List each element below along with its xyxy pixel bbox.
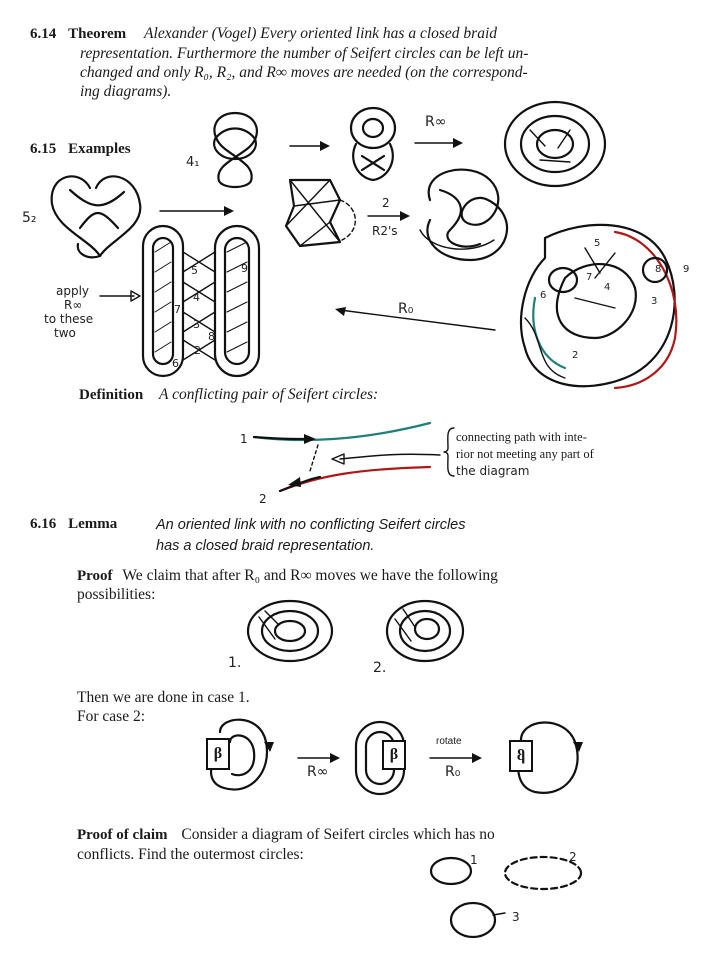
crossing-number: 5 — [191, 264, 198, 277]
definition-note — [456, 429, 594, 480]
braid-box — [509, 740, 533, 772]
lemma-statement-line: An oriented link with no conflicting Seifert circles — [156, 517, 466, 533]
crossing-number: 6 — [540, 290, 547, 301]
braid-symbol: β — [389, 746, 399, 763]
section-heading: Theorem — [68, 26, 127, 42]
circle-label: 3 — [512, 910, 520, 924]
circle-label: 2 — [569, 850, 577, 864]
case-label: 1. — [228, 655, 242, 671]
knot-52-diagram — [40, 168, 150, 263]
crossing-number: 6 — [172, 357, 179, 370]
arrow-right-icon — [415, 137, 463, 149]
crossing-number: 2 — [572, 350, 579, 361]
claim-text-cont: conflicts. Find the outermost circles: — [77, 846, 304, 863]
case1-conclusion: Then we are done in case 1. — [77, 689, 250, 706]
section-heading: Examples — [68, 141, 131, 157]
crossing-number: 5 — [594, 238, 601, 249]
crossing-number: 4 — [604, 282, 611, 293]
crossing-number: 9 — [683, 264, 690, 275]
theorem-line: Alexander (Vogel) Every oriented link has a closed braid — [144, 25, 498, 42]
section-heading: Lemma — [68, 516, 118, 532]
definition-note-line: the diagram — [456, 464, 530, 478]
curve-label: 2 — [259, 492, 267, 506]
r-infinity-label: R∞ — [425, 114, 447, 130]
section-number: 6.14 — [30, 26, 57, 42]
crossing-number: 4 — [193, 291, 200, 304]
definition-row — [79, 385, 378, 405]
apply-note — [44, 284, 93, 340]
definition-note-line: rior not meeting any part of — [456, 447, 594, 461]
proof-heading: Proof — [77, 568, 113, 584]
definition-note-line: connecting path with inte- — [456, 430, 587, 444]
apply-note-line: two — [54, 326, 76, 340]
definition-text: A conflicting pair of Seifert circles: — [159, 386, 379, 403]
seifert-circles-diagram — [505, 218, 705, 398]
step-number-label: 2 — [382, 196, 390, 210]
crossing-number: 8 — [655, 264, 662, 275]
claim-text: Consider a diagram of Seifert circles which has no — [181, 826, 495, 843]
theorem-line: ing diagrams). — [80, 83, 172, 100]
r2-moves-label: R2's — [372, 224, 398, 238]
lemma-heading-row — [30, 514, 117, 534]
apply-note-line: R∞ — [64, 298, 83, 312]
examples-heading-row — [30, 139, 131, 159]
brace-icon — [442, 426, 456, 478]
figure-eight-knot-diagram — [195, 105, 275, 185]
arrow-right-icon — [100, 290, 140, 302]
braid-box — [382, 740, 406, 770]
braid-box — [206, 738, 230, 770]
arrow-right-icon — [430, 752, 482, 764]
claim-row — [77, 825, 677, 845]
crossing-number: 8 — [208, 330, 215, 343]
theorem-line: representation. Furthermore the number of Seifert circles can be left un- — [80, 45, 529, 62]
arrow-right-icon — [160, 205, 234, 217]
circle-label: 1 — [470, 853, 478, 867]
braid-symbol: β — [516, 747, 526, 764]
proof-text-cont: possibilities: — [77, 586, 156, 603]
hatched-braid-diagram — [135, 222, 270, 382]
crossing-number: 3 — [651, 296, 658, 307]
lemma-statement-line: has a closed braid representation. — [156, 538, 375, 554]
crossing-number: 7 — [174, 303, 181, 316]
arrow-right-icon — [298, 752, 340, 764]
arrow-right-icon — [290, 140, 330, 152]
case-label: 2. — [373, 660, 387, 676]
case1-diagram — [245, 597, 335, 665]
proof-text: We claim that after R₀ and R∞ moves we have the following — [122, 567, 498, 584]
theorem-block — [30, 24, 670, 44]
crossing-number: 7 — [586, 272, 593, 283]
braid-symbol: β — [213, 745, 223, 762]
case2-diagram — [385, 597, 465, 665]
claim-heading: Proof of claim — [77, 827, 168, 843]
arrow-left-icon — [335, 306, 500, 336]
section-number: 6.15 — [30, 141, 57, 157]
apply-note-line: apply — [56, 284, 90, 298]
arrow-right-icon — [368, 210, 410, 222]
crossing-number: 2 — [194, 344, 201, 357]
proof-row — [77, 566, 677, 586]
knot-net-diagram — [270, 170, 365, 255]
r-infinity-label: R∞ — [307, 764, 329, 780]
r0-label: R₀ — [445, 764, 461, 780]
section-number: 6.16 — [30, 516, 57, 532]
crossing-number: 3 — [193, 318, 200, 331]
theorem-line: changed and only R₀, R₂, and R∞ moves are needed (on the correspond- — [80, 64, 528, 81]
knot-label-41: 4₁ — [186, 155, 200, 170]
definition-heading: Definition — [79, 387, 144, 403]
rotate-label: rotate — [436, 736, 462, 747]
apply-note-line: to these — [44, 312, 94, 326]
knot-label-52: 5₂ — [22, 210, 37, 226]
r0-label: R₀ — [398, 301, 414, 317]
curve-label: 1 — [240, 432, 248, 446]
conflicting-pair-diagram — [240, 415, 440, 495]
crossing-number: 9 — [241, 262, 248, 275]
case2-intro: For case 2: — [77, 708, 146, 725]
